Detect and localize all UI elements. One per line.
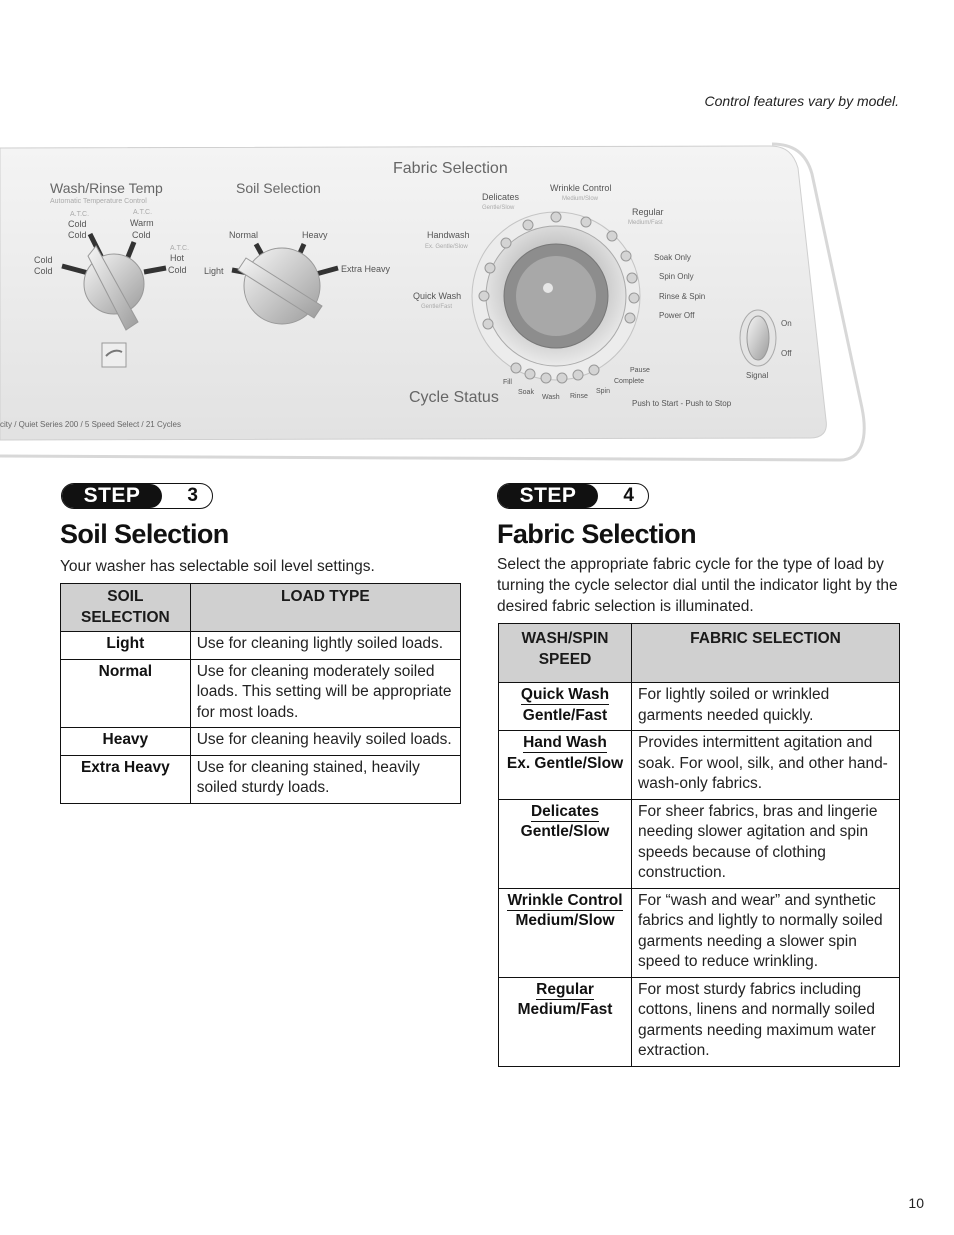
signal-switch (740, 310, 776, 366)
soil-selection-table (60, 583, 461, 804)
dial-quickwash: Quick Wash (413, 291, 462, 301)
table-row (61, 728, 461, 756)
load-type-desc: Use for cleaning stained, heavily soiled sturdy loads. (190, 755, 460, 803)
fabric-cycle-name: Wrinkle Control (507, 891, 623, 909)
status-rinse: Rinse (570, 393, 588, 400)
load-type-desc: Use for cleaning lightly soiled loads. (190, 632, 460, 660)
table-row (499, 977, 900, 1066)
fabric-cycle-speed: Medium/Slow (515, 912, 615, 929)
soil-level: Heavy (61, 728, 191, 756)
soil-col-header-load: LOAD TYPE (190, 584, 460, 632)
fabric-table-header (499, 624, 900, 683)
table-row (499, 731, 900, 800)
fabric-cycle-speed: Medium/Fast (517, 1001, 613, 1018)
wash-rinse-subtitle: Automatic Temperature Control (50, 198, 147, 205)
control-panel-illustration (0, 138, 870, 473)
table-row (61, 659, 461, 728)
temp-hot: Hot (170, 253, 185, 263)
status-spin: Spin (596, 388, 611, 395)
wash-rinse-title: Wash/Rinse Temp (50, 180, 163, 196)
temp-atc-3: A.T.C. (170, 245, 190, 252)
dial-delicates: Delicates (482, 192, 520, 202)
signal-on: On (781, 319, 792, 328)
step-3-word: STEP (62, 484, 162, 508)
status-wash: Wash (542, 394, 560, 401)
temp-cold-cold-1: Cold (34, 255, 53, 265)
fabric-cycle-name: Regular (536, 980, 594, 998)
temp-atc-cold-1: Cold (68, 219, 87, 229)
fabric-cycle-desc: For “wash and wear” and synthetic fabrics and lightly to normally soiled garments needing a slower spin speed to reduce wrinkling. (632, 888, 900, 977)
fabric-cycle-speed: Gentle/Fast (522, 706, 608, 724)
dial-quickwash-speed: Gentle/Fast (421, 304, 453, 310)
dial-regular-speed: Medium/Fast (628, 220, 663, 226)
load-type-desc: Use for cleaning moderately soiled loads. This setting will be appropriate for most loads. (190, 659, 460, 728)
status-fill: Fill (503, 379, 512, 386)
panel-soil-title: Soil Selection (236, 180, 321, 196)
soil-level: Light (61, 632, 191, 660)
fabric-cycle-name: Hand Wash (523, 734, 607, 751)
dial-wrinkle: Wrinkle Control (550, 183, 612, 193)
signal-label: Signal (746, 371, 769, 380)
fabric-col-header-selection: FABRIC SELECTION (632, 624, 900, 683)
table-row (61, 632, 461, 660)
fabric-cycle-speed: Ex. Gentle/Slow (506, 754, 624, 772)
fabric-cycle-name: Delicates (530, 802, 600, 820)
fabric-cycle-desc: For lightly soiled or wrinkled garments needed quickly. (632, 683, 900, 731)
dial-handwash-speed: Ex. Gentle/Slow (425, 244, 468, 250)
soil-selection-intro: Your washer has selectable soil level settings. (60, 558, 375, 575)
table-row (499, 683, 900, 731)
dial-handwash: Handwash (427, 230, 470, 240)
dial-spin-only: Spin Only (659, 272, 694, 281)
step-4-word: STEP (498, 484, 598, 508)
temp-atc-1: A.T.C. (70, 211, 90, 218)
table-row (499, 799, 900, 888)
fabric-cycle-desc: For sheer fabrics, bras and lingerie needing slower agitation and spin speeds because of clothing construction. (632, 799, 900, 888)
temp-atc-2: A.T.C. (133, 209, 153, 216)
fabric-cycle-cell (499, 731, 632, 800)
model-note: Control features vary by model. (704, 93, 899, 109)
temp-cold-cold-2: Cold (34, 266, 53, 276)
soil-level: Extra Heavy (61, 755, 191, 803)
control-panel-drawing (0, 138, 870, 473)
fabric-selection-table (498, 623, 900, 1067)
dial-regular: Regular (632, 207, 664, 217)
load-type-desc: Use for cleaning heavily soiled loads. (190, 728, 460, 756)
temp-atc-cold-2: Cold (68, 230, 87, 240)
dial-delicates-speed: Gentle/Slow (482, 205, 515, 211)
status-complete: Complete (614, 378, 644, 385)
step-4-badge (497, 483, 649, 509)
soil-heavy-label: Heavy (302, 230, 328, 240)
step-3-number: 3 (187, 485, 198, 506)
fabric-cycle-cell (499, 977, 632, 1066)
soil-col-header-selection: SOIL SELECTION (61, 584, 191, 632)
dial-soak-only: Soak Only (654, 253, 691, 262)
model-line: city / Quiet Series 200 / 5 Speed Select / 21 Cycles (0, 420, 181, 429)
soil-normal-label: Normal (229, 230, 259, 240)
soil-level: Normal (61, 659, 191, 728)
status-soak: Soak (518, 389, 534, 396)
fabric-cycle-name: Quick Wash (520, 686, 610, 703)
soil-selection-title: Soil Selection (60, 519, 229, 549)
soil-extra-heavy-label: Extra Heavy (341, 264, 391, 274)
panel-fabric-title: Fabric Selection (393, 160, 508, 177)
signal-off: Off (781, 349, 792, 358)
status-pause: Pause (630, 367, 650, 374)
dial-rinse-spin: Rinse & Spin (659, 292, 706, 301)
fabric-cycle-desc: For most sturdy fabrics including cottons, linens and normally soiled garments needing maximum water extraction. (632, 977, 900, 1066)
soil-table-header (61, 584, 461, 632)
page-number: 10 (908, 1195, 924, 1211)
soil-light-label: Light (204, 266, 224, 276)
temp-warm-cold: Cold (132, 230, 151, 240)
fabric-col-header-speed: WASH/SPIN SPEED (499, 624, 632, 683)
dial-wrinkle-speed: Medium/Slow (562, 196, 599, 202)
temp-hot-cold: Cold (168, 265, 187, 275)
table-row (499, 888, 900, 977)
status-push: Push to Start - Push to Stop (632, 399, 732, 408)
dial-power-off: Power Off (659, 311, 695, 320)
fabric-cycle-cell (499, 799, 632, 888)
temp-warm: Warm (130, 218, 154, 228)
fabric-cycle-speed: Gentle/Slow (520, 823, 610, 840)
fabric-cycle-desc: Provides intermittent agitation and soak. For wool, silk, and other hand-wash-only fabrics. (632, 731, 900, 800)
fabric-selection-intro: Select the appropriate fabric cycle for the type of load by turning the cycle selector dial until the indicator light by the desired fabric selection is illuminated. (497, 556, 898, 615)
step-3-badge (61, 483, 213, 509)
cycle-status-title: Cycle Status (409, 389, 499, 406)
fabric-cycle-cell (499, 683, 632, 731)
step-4-number: 4 (623, 485, 634, 506)
table-row (61, 755, 461, 803)
fabric-cycle-cell (499, 888, 632, 977)
energy-star-icon (102, 343, 126, 367)
fabric-selection-title: Fabric Selection (497, 519, 696, 549)
